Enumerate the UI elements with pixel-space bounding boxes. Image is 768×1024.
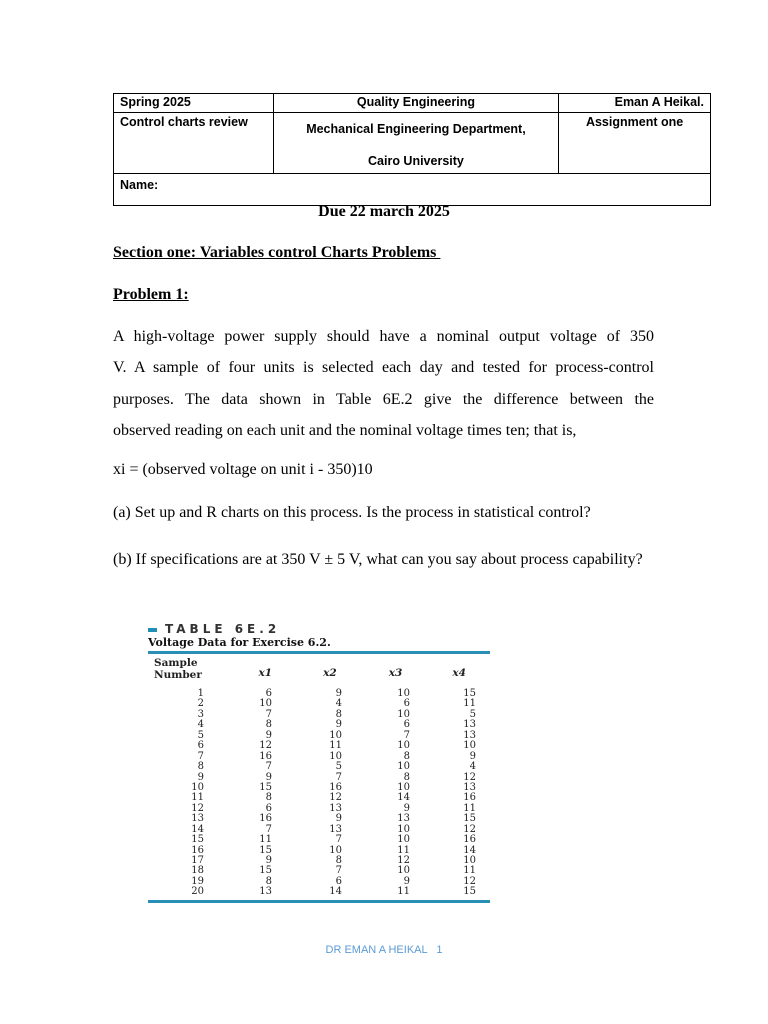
sample-number-cell: 7 — [197, 750, 204, 762]
question-a: (a) Set up and R charts on this process. Is the process in statistical control? — [113, 504, 591, 521]
formula: xi = (observed voltage on unit i - 350)10 — [113, 461, 373, 478]
table-body — [148, 689, 490, 898]
table-cell: 7 — [265, 823, 272, 835]
table-cell: 9 — [265, 729, 272, 741]
table-cell: 9 — [265, 771, 272, 783]
table-cell: 16 — [259, 750, 272, 762]
sample-number-cell: 10 — [191, 781, 204, 793]
topic-cell: Control charts review — [114, 113, 274, 174]
table-cell: 10 — [397, 708, 410, 720]
table-cell: 15 — [463, 688, 476, 699]
paragraph-line: V. A sample of four units is selected each day and tested for process-control — [113, 359, 654, 377]
sample-number-cell: 19 — [191, 875, 204, 887]
table-cell: 13 — [463, 729, 476, 741]
table-cell: 10 — [397, 761, 410, 773]
paragraph-line: A high-voltage power supply should have a nominal output voltage of 350 — [113, 328, 654, 345]
sample-number-cell: 18 — [191, 865, 204, 877]
question-b: (b) If specifications are at 350 V ± 5 V, what can you say about process capability? — [113, 551, 643, 568]
table-title — [148, 622, 490, 636]
table-cell: 12 — [259, 740, 272, 752]
column-header: x2 — [323, 667, 337, 679]
table-cell: 7 — [265, 761, 272, 773]
table-cell: 8 — [265, 792, 272, 804]
table-cell: 5 — [469, 708, 476, 720]
table-cell: 4 — [335, 698, 342, 710]
assignment-cell: Assignment one — [559, 113, 711, 174]
table-cell: 11 — [259, 834, 272, 846]
table-cell: 9 — [265, 855, 272, 866]
sample-number-cell: 4 — [197, 719, 204, 731]
table-caption: Voltage Data for Exercise 6.2. — [148, 636, 331, 649]
table-cell: 13 — [463, 719, 476, 731]
column-header: x3 — [388, 667, 403, 679]
table-cell: 8 — [335, 708, 342, 720]
table-cell: 10 — [329, 844, 342, 856]
table-cell: 11 — [397, 886, 410, 898]
table-cell: 4 — [469, 761, 476, 773]
column-header: x1 — [258, 667, 273, 679]
table-cell: 8 — [403, 750, 410, 762]
table-top-rule — [148, 651, 490, 654]
voltage-data-table — [148, 622, 490, 903]
table-bottom-rule — [148, 900, 490, 903]
table-cell: 6 — [403, 719, 410, 731]
table-cell: 7 — [335, 865, 342, 877]
sample-number-cell: 16 — [191, 844, 204, 856]
table-cell: 14 — [397, 792, 410, 804]
section-title: Section one: Variables control Charts Problems — [113, 244, 441, 261]
table-cell: 10 — [329, 729, 342, 741]
table-cell: 10 — [259, 698, 272, 710]
table-cell: 10 — [463, 855, 476, 866]
table-cell: 13 — [259, 886, 272, 898]
problem-title: Problem 1: — [113, 286, 189, 303]
table-cell: 13 — [329, 823, 342, 835]
table-cell: 5 — [335, 761, 342, 773]
sample-number-cell: 9 — [197, 771, 204, 783]
sample-number-cell: 8 — [197, 761, 204, 773]
sample-number-cell: 1 — [197, 688, 204, 699]
table-cell: 8 — [403, 771, 410, 783]
table-cell: 6 — [335, 875, 342, 887]
sample-number-cell: 3 — [197, 708, 204, 720]
name-cell: Name: — [114, 174, 711, 206]
table-label: TABLE 6E.2 — [165, 622, 281, 636]
table-cell: 9 — [335, 813, 342, 825]
table-cell: 8 — [335, 855, 342, 866]
university-text: Cairo University — [368, 154, 464, 168]
header-table — [113, 93, 711, 206]
page-footer: DR EMAN A HEIKAL 1 — [325, 944, 443, 956]
table-cell: 8 — [265, 719, 272, 731]
table-cell: 12 — [397, 855, 410, 866]
sample-number-cell: 12 — [191, 802, 204, 814]
table-row — [148, 762, 490, 772]
table-cell: 14 — [329, 886, 342, 898]
table-cell: 6 — [265, 802, 272, 814]
table-cell: 10 — [397, 865, 410, 877]
sample-number-cell: 14 — [191, 823, 204, 835]
table-cell: 10 — [397, 781, 410, 793]
sample-number-cell: 20 — [191, 886, 204, 898]
sample-number-cell: 6 — [197, 740, 204, 752]
table-cell: 11 — [463, 802, 476, 814]
department-cell — [273, 113, 558, 174]
table-cell: 6 — [403, 698, 410, 710]
table-row — [148, 835, 490, 845]
sample-number-header: Sample Number — [154, 657, 202, 681]
table-cell: 9 — [469, 750, 476, 762]
table-cell: 10 — [329, 750, 342, 762]
table-cell: 8 — [265, 875, 272, 887]
table-cell: 11 — [329, 740, 342, 752]
table-cell: 16 — [463, 834, 476, 846]
table-cell: 11 — [463, 865, 476, 877]
table-cell: 12 — [463, 823, 476, 835]
table-cell: 13 — [463, 781, 476, 793]
table-cell: 16 — [329, 781, 342, 793]
square-bullet-icon — [148, 628, 157, 632]
sample-number-cell: 5 — [197, 729, 204, 741]
table-cell: 6 — [265, 688, 272, 699]
table-header-row — [148, 657, 490, 687]
table-cell: 9 — [335, 688, 342, 699]
column-header: x4 — [452, 667, 466, 679]
table-cell: 10 — [397, 823, 410, 835]
table-cell: 14 — [463, 844, 476, 856]
sample-number-cell: 17 — [191, 855, 204, 866]
course-cell: Quality Engineering — [273, 94, 558, 113]
term-cell: Spring 2025 — [114, 94, 274, 113]
sample-number-cell: 11 — [191, 792, 204, 804]
table-cell: 12 — [329, 792, 342, 804]
problem-paragraph — [113, 321, 654, 446]
paragraph-line: observed reading on each unit and the nominal voltage times ten; that is, — [113, 421, 577, 439]
table-cell: 9 — [403, 875, 410, 887]
sample-number-cell: 2 — [197, 698, 204, 710]
instructor-cell: Eman A Heikal. — [559, 94, 711, 113]
paragraph-line: purposes. The data shown in Table 6E.2 give the difference between the — [113, 390, 654, 408]
table-cell: 11 — [397, 844, 410, 856]
table-cell: 12 — [463, 771, 476, 783]
table-cell: 10 — [397, 740, 410, 752]
sample-number-cell: 13 — [191, 813, 204, 825]
table-cell: 16 — [463, 792, 476, 804]
table-cell: 15 — [259, 844, 272, 856]
table-cell: 16 — [259, 813, 272, 825]
table-cell: 9 — [403, 802, 410, 814]
sample-number-cell: 15 — [191, 834, 204, 846]
table-cell: 12 — [463, 875, 476, 887]
table-cell: 7 — [265, 708, 272, 720]
table-cell: 9 — [335, 719, 342, 731]
due-date: Due 22 march 2025 — [318, 203, 450, 220]
table-cell: 13 — [397, 813, 410, 825]
table-cell: 7 — [403, 729, 410, 741]
table-cell: 10 — [463, 740, 476, 752]
table-cell: 10 — [397, 688, 410, 699]
table-row — [148, 887, 490, 897]
table-cell: 7 — [335, 771, 342, 783]
table-cell: 13 — [329, 802, 342, 814]
table-cell: 15 — [259, 865, 272, 877]
table-cell: 11 — [463, 698, 476, 710]
table-cell: 10 — [397, 834, 410, 846]
table-cell: 15 — [259, 781, 272, 793]
department-text: Mechanical Engineering Department, — [306, 122, 526, 136]
table-cell: 15 — [463, 813, 476, 825]
table-cell: 15 — [463, 886, 476, 898]
table-cell: 7 — [335, 834, 342, 846]
